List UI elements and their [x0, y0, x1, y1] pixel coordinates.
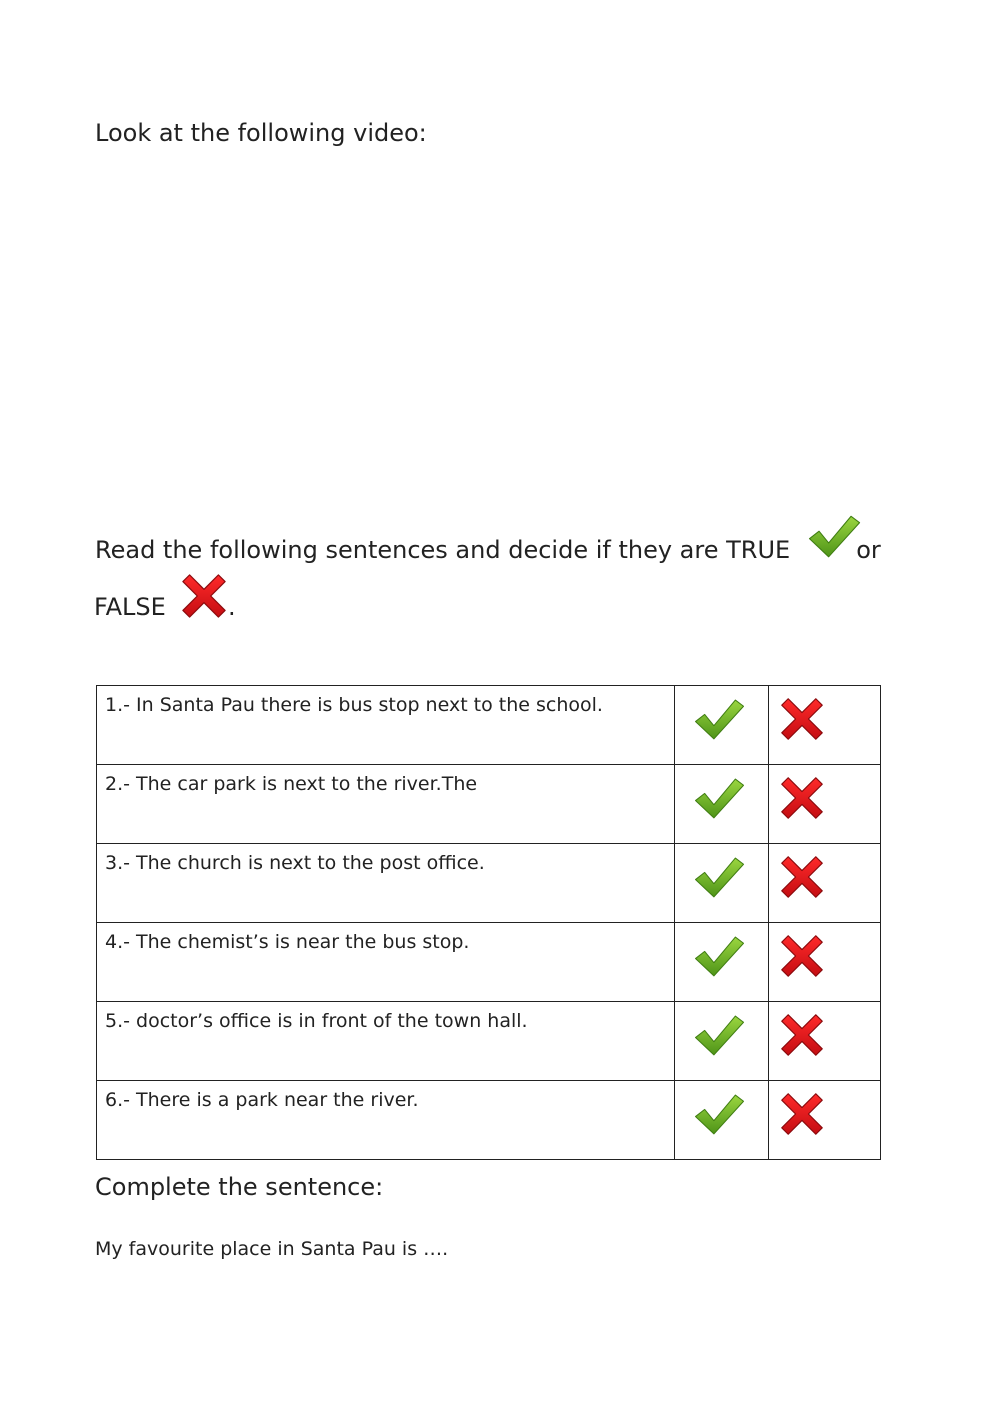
table-row — [97, 923, 881, 1002]
video-embed-area[interactable] — [95, 175, 895, 495]
cross-icon[interactable] — [779, 775, 825, 821]
table-row — [97, 844, 881, 923]
true-false-table — [96, 685, 881, 1160]
false-option[interactable] — [769, 1081, 881, 1160]
table-row — [97, 765, 881, 844]
false-option[interactable] — [769, 765, 881, 844]
cross-icon[interactable] — [779, 1091, 825, 1137]
table-row — [97, 1081, 881, 1160]
table-row — [97, 686, 881, 765]
check-icon — [806, 512, 862, 560]
true-option[interactable] — [674, 923, 768, 1002]
true-false-instruction — [95, 536, 881, 564]
statement-text: 5.- doctor’s office is in front of the town hall. — [97, 1002, 675, 1081]
complete-instruction: Complete the sentence: — [95, 1173, 384, 1201]
check-icon[interactable] — [693, 1091, 745, 1137]
false-option[interactable] — [769, 1002, 881, 1081]
complete-sentence[interactable]: My favourite place in Santa Pau is …. — [95, 1238, 449, 1260]
cross-icon — [180, 572, 228, 620]
true-option[interactable] — [674, 686, 768, 765]
check-icon[interactable] — [693, 1012, 745, 1058]
true-option[interactable] — [674, 1002, 768, 1081]
cross-icon[interactable] — [779, 1012, 825, 1058]
cross-icon[interactable] — [779, 696, 825, 742]
check-icon[interactable] — [693, 933, 745, 979]
cross-icon[interactable] — [779, 933, 825, 979]
statement-text: 4.- The chemist’s is near the bus stop. — [97, 923, 675, 1002]
statement-text: 1.- In Santa Pau there is bus stop next to the school. — [97, 686, 675, 765]
false-option[interactable] — [769, 686, 881, 765]
true-option[interactable] — [674, 765, 768, 844]
table-row — [97, 1002, 881, 1081]
video-instruction: Look at the following video: — [95, 119, 427, 147]
check-icon[interactable] — [693, 696, 745, 742]
false-word: FALSE — [94, 593, 166, 621]
true-false-instruction-text: Read the following sentences and decide if they are TRUE — [95, 536, 791, 564]
instruction-period: . — [228, 593, 236, 621]
false-option[interactable] — [769, 844, 881, 923]
cross-icon[interactable] — [779, 854, 825, 900]
true-option[interactable] — [674, 844, 768, 923]
or-word: or — [856, 536, 881, 564]
statement-text: 6.- There is a park near the river. — [97, 1081, 675, 1160]
statement-text: 3.- The church is next to the post office. — [97, 844, 675, 923]
statement-text: 2.- The car park is next to the river.The — [97, 765, 675, 844]
false-option[interactable] — [769, 923, 881, 1002]
check-icon[interactable] — [693, 854, 745, 900]
check-icon[interactable] — [693, 775, 745, 821]
true-option[interactable] — [674, 1081, 768, 1160]
